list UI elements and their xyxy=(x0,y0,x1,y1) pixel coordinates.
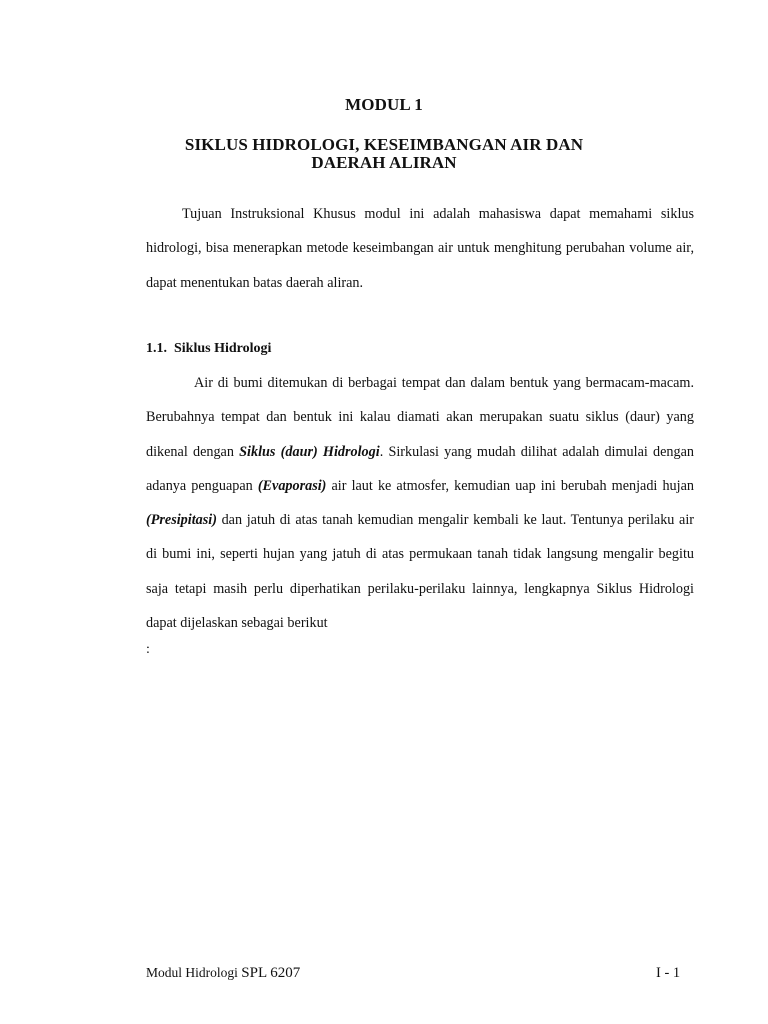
section-heading xyxy=(146,341,271,357)
chapter-title xyxy=(0,136,768,172)
chapter-title-line-2: DAERAH ALIRAN xyxy=(311,153,457,172)
section-number: 1.1. xyxy=(146,341,167,356)
body-text-part-4: dan jatuh di atas tanah kemudian mengalir kembali ke laut. Tentunya perilaku air di bumi ini, seperti hujan yang jatuh di atas permukaan tanah tidak langsung mengalir begitu saja tetapi masih perlu diperhatikan perilaku-perilaku lainnya, lengkapnya Siklus Hidrologi dapat dijelaskan sebagai berikut xyxy=(146,512,694,632)
body-text-part-3: air laut ke atmosfer, kemudian uap ini berubah menjadi hujan xyxy=(326,477,694,494)
trailing-colon: : xyxy=(146,642,150,657)
footer-module-label xyxy=(146,965,300,982)
objective-text: Tujuan Instruksional Khusus modul ini adalah mahasiswa dapat memahami siklus hidrologi, bisa menerapkan metode keseimbangan air untuk menghitung perubahan volume air, dapat menentukan batas daerah aliran. xyxy=(146,206,694,291)
body-text-part-2: . Sirkulasi yang mudah dilihat adalah dimulai dengan adanya penguapan xyxy=(146,443,694,494)
chapter-title-line-1: SIKLUS HIDROLOGI, KESEIMBANGAN AIR DAN xyxy=(184,135,584,154)
body-paragraph xyxy=(146,366,694,640)
body-text-part-1: Air di bumi ditemukan di berbagai tempat dan dalam bentuk yang bermacam-macam. Berubahnya tempat dan bentuk ini kalau diamati akan merupakan suatu siklus (daur) yang dikenal dengan xyxy=(146,375,694,460)
term-precipitation: (Presipitasi) xyxy=(146,512,217,529)
footer-module-name: Modul Hidrologi xyxy=(146,965,238,980)
section-title: Siklus Hidrologi xyxy=(174,341,272,356)
footer-page-number: I - 1 xyxy=(656,965,681,981)
term-evaporation: (Evaporasi) xyxy=(257,477,327,494)
module-title: MODUL 1 xyxy=(345,95,423,114)
objective-paragraph xyxy=(146,197,694,300)
term-hydrologic-cycle: Siklus (daur) Hidrologi xyxy=(239,443,380,460)
footer-course-code: SPL 6207 xyxy=(241,965,301,981)
